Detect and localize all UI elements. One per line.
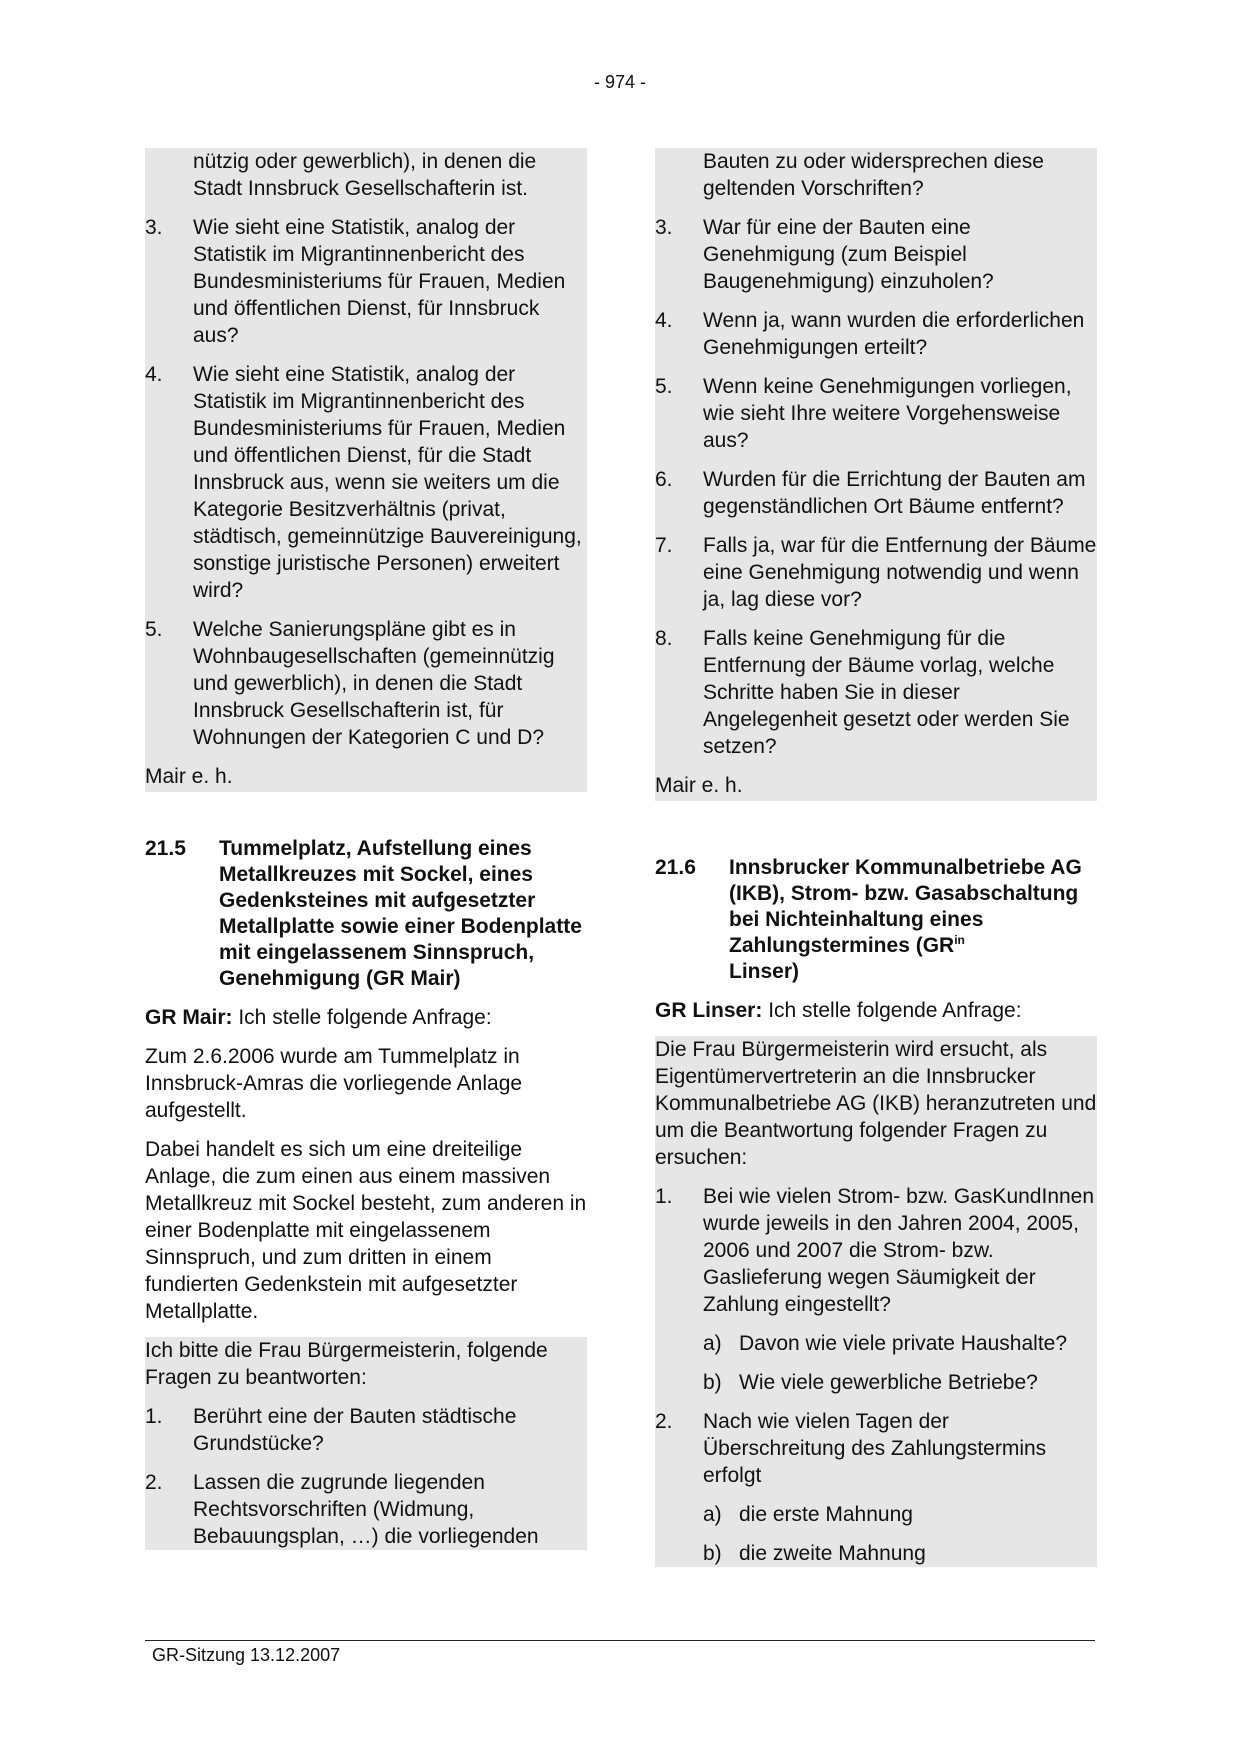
item-text: Wie sieht eine Statistik, analog der Statistik im Migrantinnenbericht des Bundesministeriums für Frauen, Medien und öffentlichen Dienst, für die Stadt Innsbruck aus, wenn sie weiters um die Kategorie Besitzverhältnis (privat, städtisch, gemeinnützige Bauvereinigung, sonstige juristische Personen) erweitert wird? <box>193 363 582 602</box>
right-question-box <box>655 148 1097 801</box>
item-text: Bei wie vielen Strom- bzw. GasKundInnen wurde jeweils in den Jahren 2004, 2005, 2006 und 2007 die Strom- bzw. Gaslieferung wegen Säumigkeit der Zahlung eingestellt? <box>703 1185 1095 1316</box>
question-list <box>145 214 587 751</box>
list-item <box>145 1469 587 1550</box>
list-item <box>655 373 1097 454</box>
sub-item-letter: b) <box>703 1542 722 1565</box>
item-text: War für eine der Bauten eine Genehmigung (zum Beispiel Baugenehmigung) einzuholen? <box>703 216 994 293</box>
sub-item-letter: a) <box>703 1332 722 1355</box>
speaker-label: GR Mair: <box>145 1006 233 1029</box>
box-intro: Die Frau Bürgermeisterin wird ersucht, als Eigentümervertreterin an die Innsbrucker Kommunalbetriebe AG (IKB) heranzutreten und um die Beantwortung folgender Fragen zu ersuchen: <box>655 1038 1097 1169</box>
intro-text: Ich stelle folgende Anfrage: <box>762 999 1022 1022</box>
signature: Mair e. h. <box>655 774 743 797</box>
item-number: 3. <box>145 216 163 239</box>
item-text: Wurden für die Errichtung der Bauten am gegenständlichen Ort Bäume entfernt? <box>703 468 1086 518</box>
left-question-box <box>145 148 587 792</box>
item-text: Wie sieht eine Statistik, analog der Statistik im Migrantinnenbericht des Bundesministeriums für Frauen, Medien und öffentlichen Dienst, für Innsbruck aus? <box>193 216 566 347</box>
footer-divider <box>145 1640 1095 1641</box>
section-title: Tummelplatz, Aufstellung eines Metallkreuzes mit Sockel, eines Gedenksteines mit aufgesetzter Metallplatte sowie einer Bodenplatte mit eingelassenem Sinnspruch, Genehmigung (GR Mair) <box>219 837 582 990</box>
right-question-box-2 <box>655 1036 1097 1567</box>
item-number: 2. <box>145 1471 163 1494</box>
title-superscript: in <box>954 933 965 947</box>
list-item <box>145 1403 587 1457</box>
list-item <box>655 1408 1097 1489</box>
item-number: 7. <box>655 534 673 557</box>
sub-item-text: Davon wie viele private Haushalte? <box>739 1332 1068 1355</box>
speaker-label: GR Linser: <box>655 999 763 1022</box>
list-item <box>655 466 1097 520</box>
intro-text: Ich stelle folgende Anfrage: <box>232 1006 492 1029</box>
list-item <box>655 532 1097 613</box>
item-text: Falls ja, war für die Entfernung der Bäume eine Genehmigung notwendig und wenn ja, lag diese vor? <box>703 534 1097 611</box>
list-item <box>145 361 587 604</box>
item-number: 3. <box>655 216 673 239</box>
item-number: 8. <box>655 627 673 650</box>
page-number: - 974 - <box>593 72 647 92</box>
sub-item-text: die erste Mahnung <box>739 1503 913 1526</box>
paragraph: Dabei handelt es sich um eine dreiteilige Anlage, die zum einen aus einem massiven Metallkreuz mit Sockel besteht, zum anderen in einer Bodenplatte mit eingelassenem Sinnspruch, und zum dritten in einem fundierten Gedenkstein mit aufgesetzter Metallplatte. <box>145 1138 587 1323</box>
item-number: 1. <box>145 1405 163 1428</box>
sub-item-letter: b) <box>703 1371 722 1394</box>
item-number: 5. <box>655 375 673 398</box>
section-number: 21.5 <box>145 837 186 860</box>
item-text: Falls keine Genehmigung für die Entfernung der Bäume vorlag, welche Schritte haben Sie in dieser Angelegenheit gesetzt oder werden Sie setzen? <box>703 627 1070 758</box>
section-title <box>729 855 1097 985</box>
item-number: 5. <box>145 618 163 641</box>
signature: Mair e. h. <box>145 765 233 788</box>
sub-item <box>703 1330 1097 1357</box>
inquiry-intro <box>655 997 1097 1024</box>
section-title-end: Linser) <box>729 960 800 983</box>
left-column <box>145 148 587 1550</box>
list-item <box>145 214 587 349</box>
item-number: 6. <box>655 468 673 491</box>
sub-item-letter: a) <box>703 1503 722 1526</box>
list-item <box>655 625 1097 760</box>
section-heading <box>655 855 1097 985</box>
right-column <box>655 148 1097 1567</box>
footer-text: GR-Sitzung 13.12.2007 <box>152 1645 341 1665</box>
item-text: Berührt eine der Bauten städtische Grundstücke? <box>193 1405 517 1455</box>
item-number: 2. <box>655 1410 673 1433</box>
sub-item-text: Wie viele gewerbliche Betriebe? <box>739 1371 1038 1394</box>
sub-item <box>703 1369 1097 1396</box>
sub-item <box>703 1501 1097 1528</box>
list-item <box>655 1183 1097 1318</box>
continuation-text: nützig oder gewerblich), in denen die Stadt Innsbruck Gesellschafterin ist. <box>193 150 537 200</box>
left-question-box-2 <box>145 1337 587 1550</box>
inquiry-intro <box>145 1004 587 1031</box>
section-heading <box>145 836 587 992</box>
item-number: 1. <box>655 1185 673 1208</box>
item-text: Wenn keine Genehmigungen vorliegen, wie sieht Ihre weitere Vorgehensweise aus? <box>703 375 1072 452</box>
item-number: 4. <box>145 363 163 386</box>
item-text: Wenn ja, wann wurden die erforderlichen Genehmigungen erteilt? <box>703 309 1085 359</box>
list-item <box>655 307 1097 361</box>
section-title-text: Innsbrucker Kommunalbetriebe AG (IKB), Strom- bzw. Gasabschaltung bei Nichteinhaltung eines Zahlungstermines (GR <box>729 856 1082 957</box>
sub-item <box>703 1540 1097 1567</box>
sub-item-text: die zweite Mahnung <box>739 1542 926 1565</box>
box-intro: Ich bitte die Frau Bürgermeisterin, folgende Fragen zu beantworten: <box>145 1339 548 1389</box>
item-text: Nach wie vielen Tagen der Überschreitung des Zahlungstermins erfolgt <box>703 1410 1047 1487</box>
section-number: 21.6 <box>655 856 696 879</box>
item-text: Welche Sanierungspläne gibt es in Wohnbaugesellschaften (gemeinnützig und gewerblich), in denen die Stadt Innsbruck Gesellschafterin ist, für Wohnungen der Kategorien C und D? <box>193 618 555 749</box>
list-item <box>655 214 1097 295</box>
continuation-text: Bauten zu oder widersprechen diese geltenden Vorschriften? <box>703 150 1044 200</box>
item-text: Lassen die zugrunde liegenden Rechtsvorschriften (Widmung, Bebauungsplan, …) die vorliegenden <box>193 1471 539 1548</box>
list-item <box>145 616 587 751</box>
paragraph: Zum 2.6.2006 wurde am Tummelplatz in Innsbruck-Amras die vorliegende Anlage aufgestellt. <box>145 1045 523 1122</box>
item-number: 4. <box>655 309 673 332</box>
